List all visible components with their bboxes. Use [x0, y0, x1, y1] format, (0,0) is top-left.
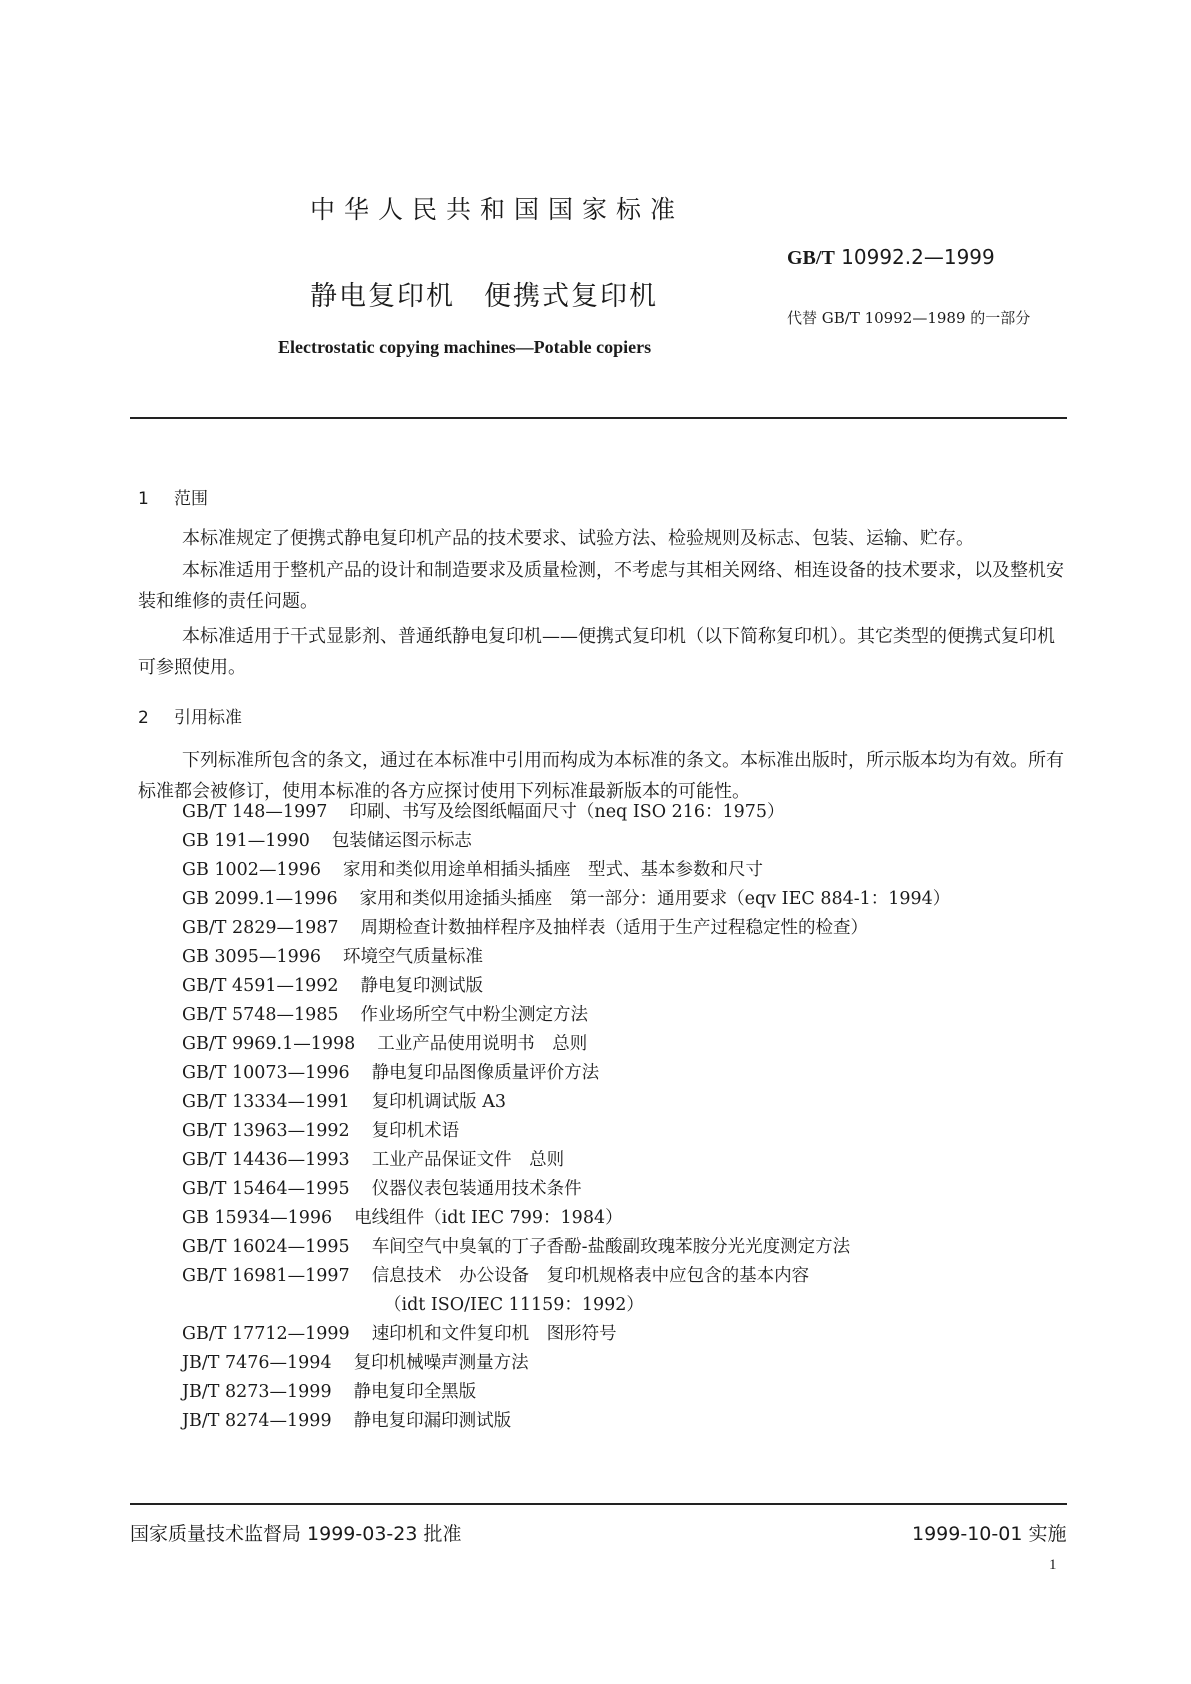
implementation-date: 1999-10-01 实施: [912, 1523, 1067, 1545]
reference-item: GB 191—1990 包装储运图示标志: [182, 831, 472, 851]
reference-item: JB/T 8274—1999 静电复印漏印测试版: [182, 1411, 512, 1431]
paragraph-intro: 下列标准所包含的条文，通过在本标准中引用而构成为本标准的条文。本标准出版时，所示版本均为有效。所有标准都会被修订，使用本标准的各方应探讨使用下列标准最新版本的可能性。: [138, 750, 1064, 802]
standard-number: [787, 245, 995, 270]
header-rule: [130, 417, 1067, 419]
reference-item: GB 1002—1996 家用和类似用途单相插头插座 型式、基本参数和尺寸: [182, 860, 763, 880]
reference-item: GB/T 13963—1992 复印机术语: [182, 1121, 460, 1141]
section-title: 范围: [174, 489, 208, 509]
approval-date: 国家质量技术监督局 1999-03-23 批准: [130, 1523, 462, 1545]
reference-item: GB/T 13334—1991 复印机调试版 A3: [182, 1092, 507, 1112]
reference-item: GB/T 10073—1996 静电复印品图像质量评价方法: [182, 1063, 600, 1083]
reference-item: GB 15934—1996 电线组件（idt IEC 799：1984）: [182, 1208, 623, 1228]
reference-item: GB/T 148—1997 印刷、书写及绘图纸幅面尺寸（neq ISO 216：1975）: [182, 802, 785, 822]
reference-item: GB/T 14436—1993 工业产品保证文件 总则: [182, 1150, 565, 1170]
section-title: 引用标准: [174, 708, 242, 728]
paragraph: 本标准规定了便携式静电复印机产品的技术要求、试验方法、检验规则及标志、包装、运输、贮存。: [182, 528, 974, 549]
reference-item: GB 3095—1996 环境空气质量标准: [182, 947, 483, 967]
title-english: Electrostatic copying machines—Potable copiers: [278, 337, 652, 357]
footer-rule: [130, 1503, 1067, 1505]
reference-item: GB/T 5748—1985 作业场所空气中粉尘测定方法: [182, 1005, 589, 1025]
paragraph: 本标准适用于干式显影剂、普通纸静电复印机——便携式复印机（以下简称复印机）。其它类型的便携式复印机可参照使用。: [138, 626, 1055, 678]
title-chinese: 静电复印机 便携式复印机: [310, 281, 658, 312]
reference-item: GB/T 16981—1997 信息技术 办公设备 复印机规格表中应包含的基本内容: [182, 1266, 810, 1286]
reference-item: JB/T 8273—1999 静电复印全黑版: [182, 1382, 477, 1402]
section-number: 2: [138, 708, 149, 728]
reference-item: GB/T 17712—1999 速印机和文件复印机 图形符号: [182, 1324, 617, 1344]
reference-item: GB/T 2829—1987 周期检查计数抽样程序及抽样表（适用于生产过程稳定性的检查）: [182, 918, 869, 938]
page-number: 1: [1049, 1557, 1057, 1573]
section-heading-references: [138, 703, 242, 728]
paragraph: 本标准适用于整机产品的设计和制造要求及质量检测，不考虑与其相关网络、相连设备的技术要求，以及整机安装和维修的责任问题。: [138, 560, 1064, 612]
reference-item: JB/T 7476—1994 复印机械噪声测量方法: [182, 1353, 529, 1373]
reference-item: GB 2099.1—1996 家用和类似用途插头插座 第一部分：通用要求（eqv IEC 884-1：1994）: [182, 889, 951, 909]
replaces-note: 代替 GB/T 10992—1989 的一部分: [787, 309, 1031, 327]
reference-item: GB/T 9969.1—1998 工业产品使用说明书 总则: [182, 1034, 588, 1054]
reference-item-continuation: （idt ISO/IEC 11159：1992）: [384, 1295, 644, 1315]
reference-item: GB/T 16024—1995 车间空气中臭氧的丁子香酚-盐酸副玫瑰苯胺分光光度测定方法: [182, 1237, 851, 1257]
section-heading-scope: [138, 484, 208, 509]
reference-item: GB/T 15464—1995 仪器仪表包装通用技术条件: [182, 1179, 582, 1199]
section-number: 1: [138, 489, 149, 509]
standard-prefix: GB/T: [787, 247, 835, 269]
reference-item: GB/T 4591—1992 静电复印测试版: [182, 976, 484, 996]
standard-code: 10992.2—1999: [841, 245, 995, 269]
national-standard-heading: 中华人民共和国国家标准: [310, 195, 685, 224]
